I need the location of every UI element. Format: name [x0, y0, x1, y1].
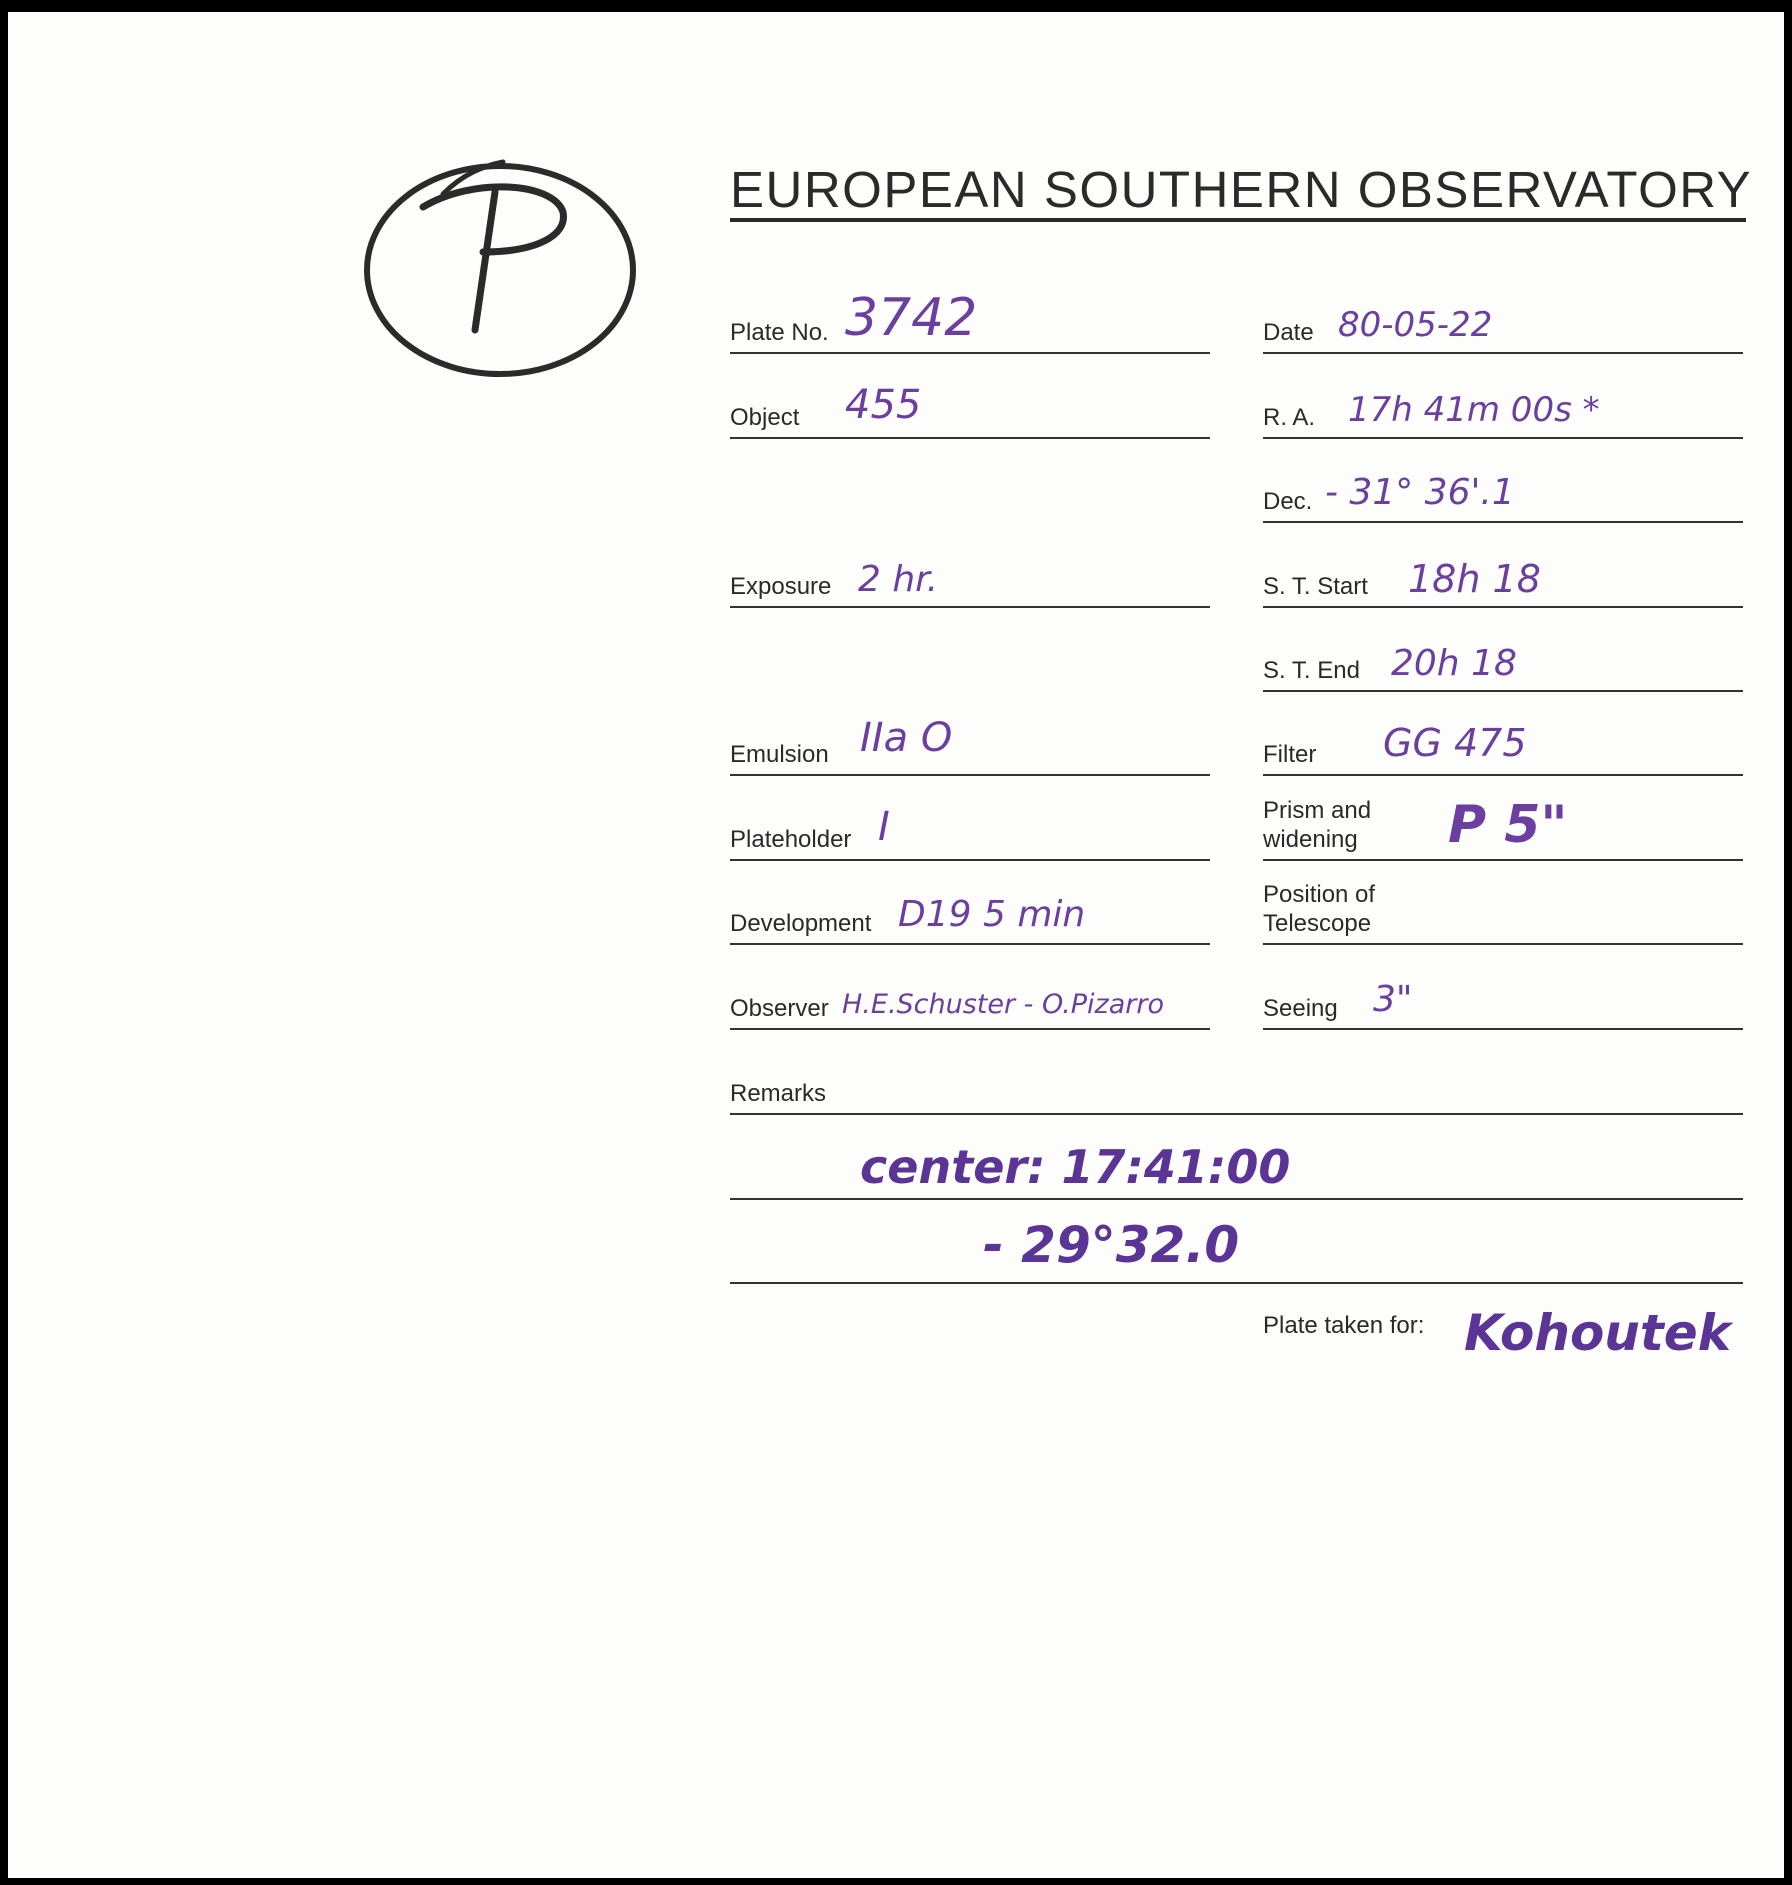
- object-label: Object: [730, 404, 800, 431]
- field-observer: [730, 960, 1210, 1030]
- ra-value: 17h 41m 00s *: [1348, 390, 1600, 430]
- field-filter: [1263, 706, 1743, 776]
- dec-value: - 31° 36'.1: [1325, 472, 1515, 513]
- exposure-label: Exposure: [730, 573, 832, 600]
- st-start-value: 18h 18: [1408, 557, 1541, 601]
- remarks-line-2: - 29°32.0: [983, 1216, 1240, 1274]
- field-remarks: [730, 1045, 1743, 1115]
- underline: [730, 943, 1210, 945]
- field-st-end: [1263, 622, 1743, 692]
- underline: [1263, 352, 1743, 354]
- underline: [1263, 521, 1743, 523]
- emulsion-value: IIa O: [860, 715, 953, 761]
- field-st-start: [1263, 538, 1743, 608]
- object-value: 455: [845, 382, 922, 428]
- remarks-line-1: center: 17:41:00: [860, 1140, 1291, 1194]
- title-underline: [730, 218, 1746, 222]
- underline: [1263, 859, 1743, 861]
- remarks-rule-1: [730, 1198, 1743, 1200]
- underline: [1263, 943, 1743, 945]
- field-emulsion: [730, 706, 1210, 776]
- plateholder-value: I: [878, 804, 890, 850]
- plate-no-value: 3742: [845, 288, 978, 348]
- dec-label: Dec.: [1263, 488, 1313, 515]
- remarks-rule-2: [730, 1282, 1743, 1284]
- plate-record-sheet: [8, 12, 1784, 1878]
- observer-label: Observer: [730, 995, 829, 1022]
- remarks-label: Remarks: [730, 1080, 827, 1107]
- plateholder-label: Plateholder: [730, 826, 852, 853]
- seeing-value: 3": [1373, 979, 1413, 1020]
- underline: [730, 606, 1210, 608]
- exposure-value: 2 hr.: [858, 559, 939, 600]
- field-exposure: [730, 538, 1210, 608]
- st-start-label: S. T. Start: [1263, 573, 1368, 600]
- field-object: [730, 369, 1210, 439]
- field-plateholder: [730, 791, 1210, 861]
- field-prism: [1263, 791, 1743, 861]
- underline: [730, 774, 1210, 776]
- prism-label: Prism and widening: [1263, 797, 1372, 853]
- ra-label: R. A.: [1263, 404, 1316, 431]
- filter-value: GG 475: [1383, 721, 1527, 765]
- filter-label: Filter: [1263, 741, 1317, 768]
- field-plate-no: [730, 284, 1210, 354]
- underline: [730, 437, 1210, 439]
- underline: [1263, 774, 1743, 776]
- underline: [1263, 606, 1743, 608]
- st-end-label: S. T. End: [1263, 657, 1360, 684]
- seeing-label: Seeing: [1263, 995, 1338, 1022]
- field-development: [730, 875, 1210, 945]
- underline: [1263, 437, 1743, 439]
- plate-taken-for-label: Plate taken for:: [1263, 1312, 1425, 1339]
- p-circle-mark: [363, 152, 638, 382]
- underline: [1263, 1028, 1743, 1030]
- plate-taken-for-value: Kohoutek: [1464, 1304, 1731, 1362]
- field-seeing: [1263, 960, 1743, 1030]
- observer-value: H.E.Schuster - O.Pizarro: [842, 989, 1164, 1020]
- development-value: D19 5 min: [898, 894, 1086, 935]
- stamp-letter: P: [363, 152, 364, 153]
- page-title: EUROPEAN SOUTHERN OBSERVATORY: [730, 161, 1753, 218]
- st-end-value: 20h 18: [1391, 643, 1517, 684]
- plate-no-label: Plate No.: [730, 319, 829, 346]
- underline: [730, 352, 1210, 354]
- underline: [730, 1028, 1210, 1030]
- underline: [730, 859, 1210, 861]
- field-position: [1263, 875, 1743, 945]
- field-dec: [1263, 453, 1743, 523]
- field-ra: [1263, 369, 1743, 439]
- field-date: [1263, 284, 1743, 354]
- prism-value: P 5": [1448, 795, 1568, 855]
- development-label: Development: [730, 910, 872, 937]
- date-label: Date: [1263, 319, 1314, 346]
- underline: [730, 1113, 1743, 1115]
- position-label: Position of Telescope: [1263, 881, 1376, 937]
- date-value: 80-05-22: [1338, 305, 1493, 345]
- emulsion-label: Emulsion: [730, 741, 829, 768]
- underline: [1263, 690, 1743, 692]
